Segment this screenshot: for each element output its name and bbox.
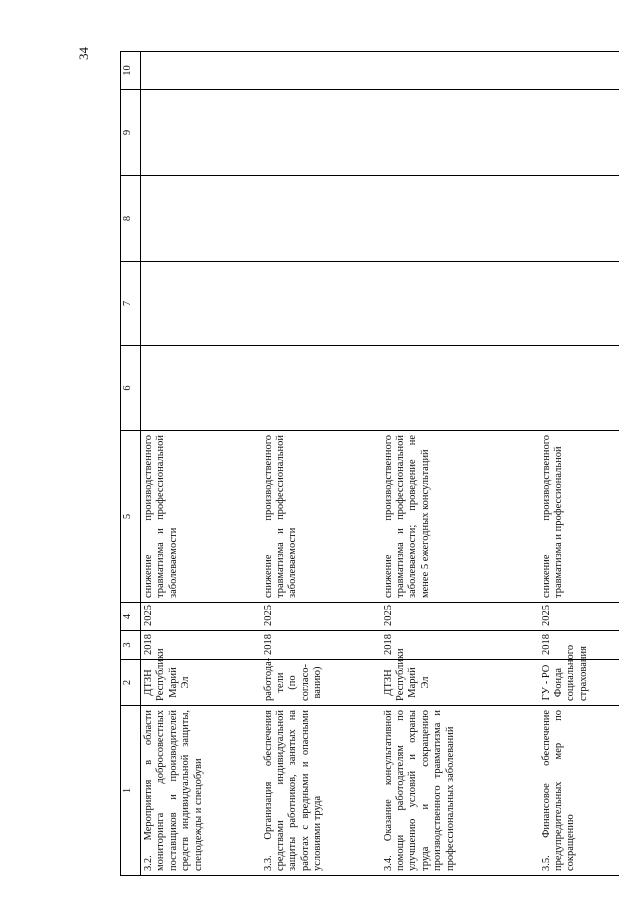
end-year-cell: 2025 xyxy=(261,603,381,631)
start-year-cell: 2018 xyxy=(141,631,261,660)
table-cell xyxy=(261,90,381,176)
table-cell xyxy=(261,176,381,262)
start-year-cell: 2018 xyxy=(261,631,381,660)
table-row xyxy=(141,52,261,876)
header-row xyxy=(121,52,141,876)
table-cell xyxy=(381,90,539,176)
result-cell: снижение производственного травматизма и профессиональной заболеваемости xyxy=(141,431,261,603)
start-year-cell: 2018 xyxy=(381,631,539,660)
executor-cell: ДТЗН Республики Марий Эл xyxy=(141,660,261,706)
result-cell: снижение производственного травматизма и профессиональной xyxy=(539,431,619,603)
table-cell xyxy=(539,176,619,262)
end-year-cell: 2025 xyxy=(381,603,539,631)
column-header: 5 xyxy=(121,431,141,603)
table-cell xyxy=(141,176,261,262)
table-cell xyxy=(261,262,381,346)
executor-cell: ГУ - РО Фонда социального страхования xyxy=(539,660,619,706)
column-header: 6 xyxy=(121,346,141,431)
table-cell xyxy=(141,346,261,431)
measure-cell: 3.3. Организация обеспечения средствами индивидуальной защиты работников, занятых на работах с вредными и опасными условиями труда xyxy=(261,706,381,876)
table-cell xyxy=(539,90,619,176)
table-header xyxy=(121,52,141,876)
table-cell xyxy=(539,262,619,346)
executor-cell: работода-тели (по согласо-ванию) xyxy=(261,660,381,706)
table-cell xyxy=(261,346,381,431)
table-row xyxy=(261,52,381,876)
column-header: 1 xyxy=(121,706,141,876)
rotated-table-container xyxy=(120,52,620,876)
start-year-cell: 2018 xyxy=(539,631,619,660)
result-cell: снижение производственного травматизма и профессиональной заболеваемости; проведение не менее 5 ежегодных консультаций xyxy=(381,431,539,603)
table-cell xyxy=(381,262,539,346)
table-cell xyxy=(539,346,619,431)
end-year-cell: 2025 xyxy=(141,603,261,631)
measure-cell: 3.4. Оказание консультативной помощи работодателям по улучшению условий и охраны труда и сокращению производственного травматизма и профессиональных заболеваний xyxy=(381,706,539,876)
page-number: 34 xyxy=(76,47,91,60)
table-cell xyxy=(381,176,539,262)
column-header: 8 xyxy=(121,176,141,262)
column-header: 9 xyxy=(121,90,141,176)
column-header: 10 xyxy=(121,52,141,90)
table-cell xyxy=(381,52,539,90)
table-cell xyxy=(381,346,539,431)
table-row xyxy=(381,52,539,876)
executor-cell: ДТЗН Республики Марий Эл xyxy=(381,660,539,706)
table-row xyxy=(539,52,619,876)
table-cell xyxy=(261,52,381,90)
column-header: 2 xyxy=(121,660,141,706)
result-cell: снижение производственного травматизма и профессиональной заболеваемости xyxy=(261,431,381,603)
column-header: 3 xyxy=(121,631,141,660)
table-cell xyxy=(141,52,261,90)
measure-cell: 3.5. Финансовое обеспечение предупредительных мер по сокращению xyxy=(539,706,619,876)
column-header: 4 xyxy=(121,603,141,631)
end-year-cell: 2025 xyxy=(539,603,619,631)
table-cell xyxy=(141,90,261,176)
measure-cell: 3.2. Мероприятия в области мониторинга добросовестных поставщиков и производителей средств индивидуальной защиты, спецодежды и спецобуви xyxy=(141,706,261,876)
table-cell xyxy=(539,52,619,90)
table-cell xyxy=(141,262,261,346)
measures-table xyxy=(120,51,619,876)
column-header: 7 xyxy=(121,262,141,346)
